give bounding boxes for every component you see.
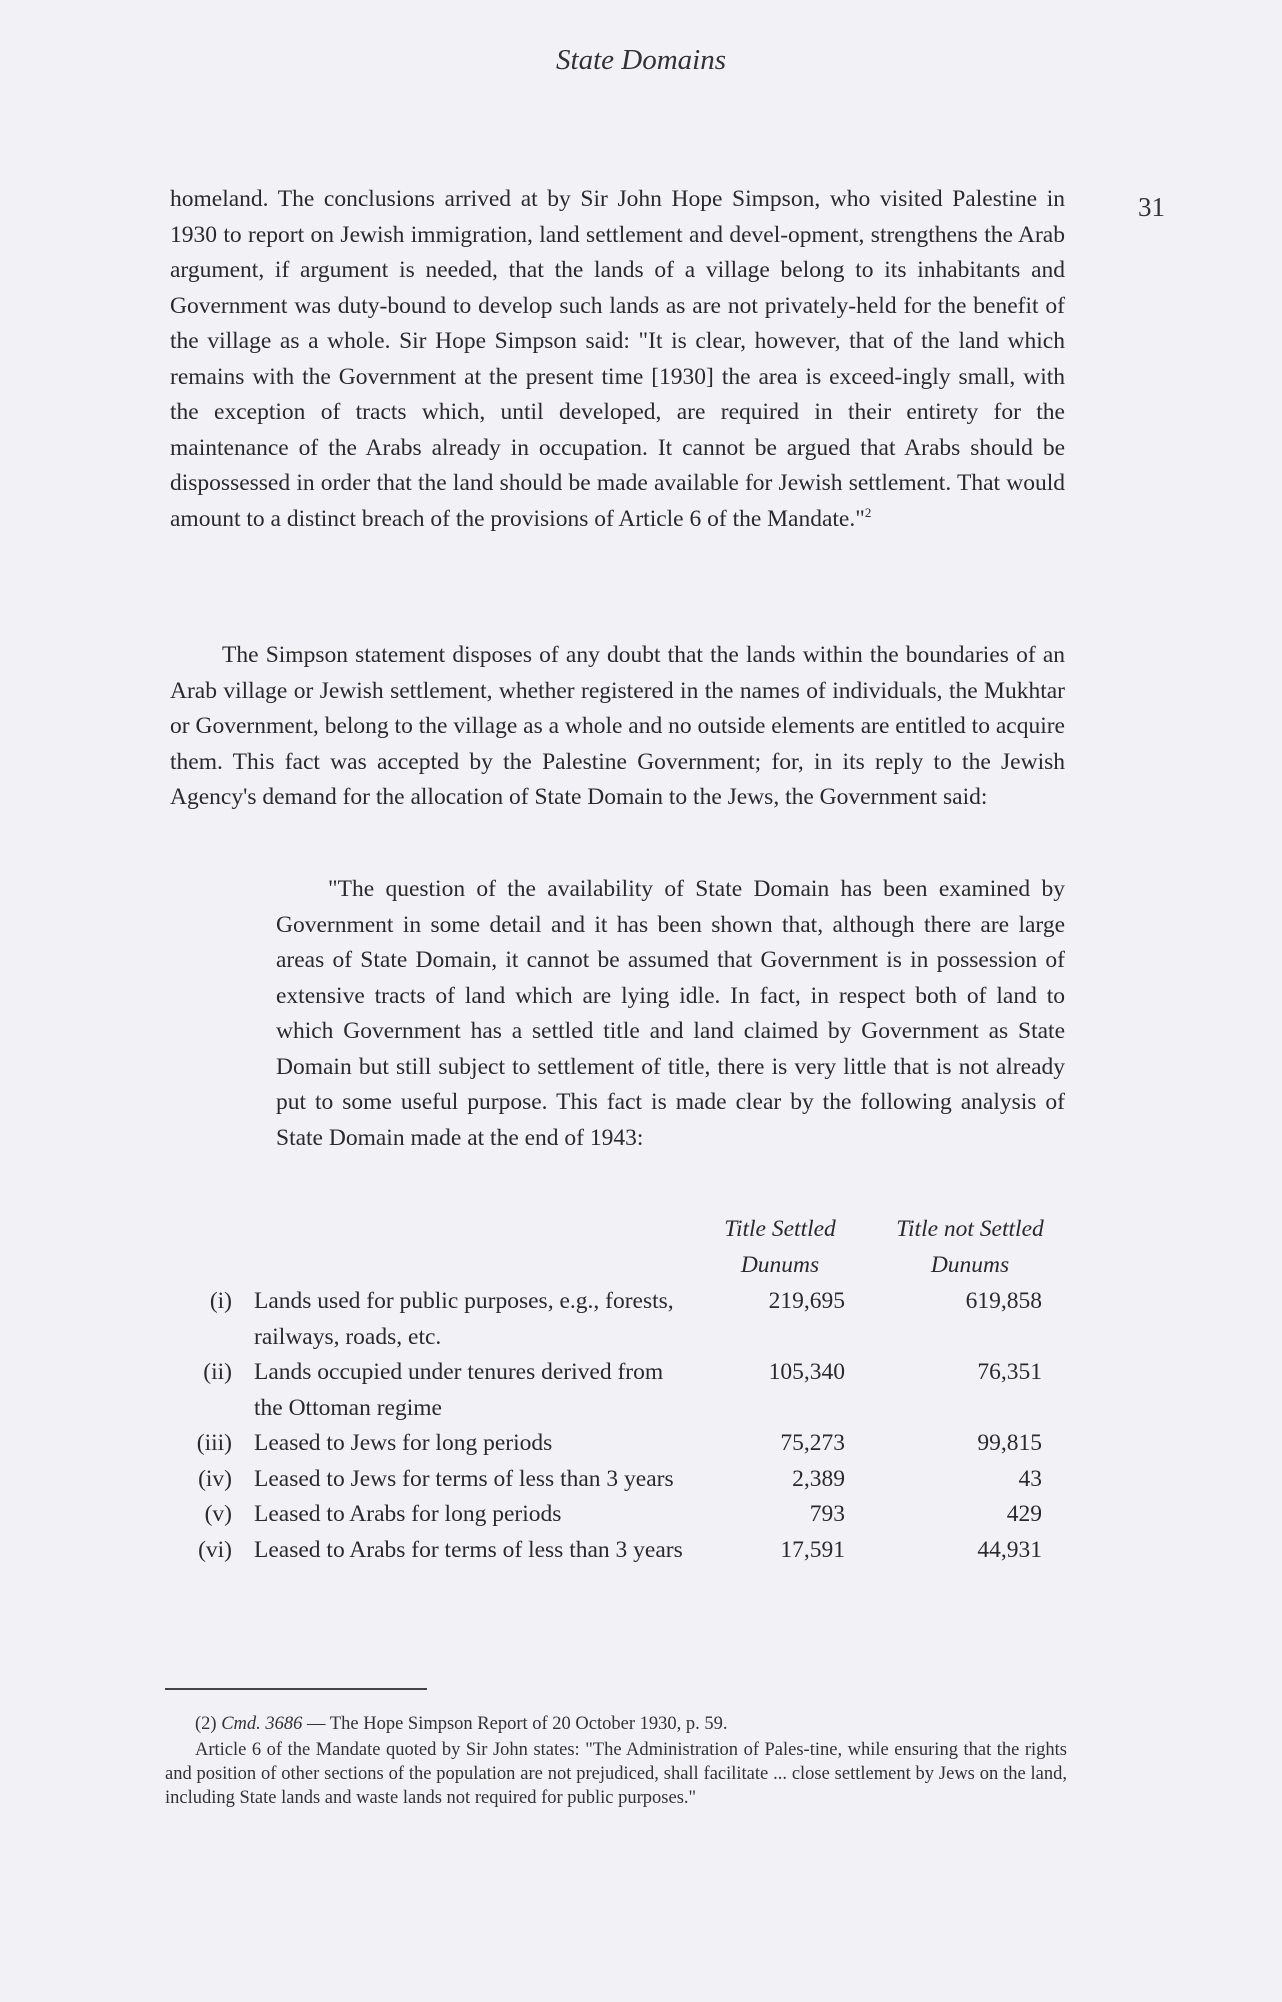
paragraph-2-text: The Simpson statement disposes of any doubt that the lands within the boundaries of an Arab village or Jewish settlement, whether registered in the names of individuals, the Mukhtar or Government, belong to the village as a whole and no outside elements are entitled to acquire them. This fact was accepted by the Palestine Government; for, in its reply to the Jewish Agency's demand for the allocation of State Domain to the Jews, the Government said: [170,642,1065,810]
table-row [180,1462,1080,1498]
paragraph-1 [170,182,1065,537]
row-value-settled: 17,591 [780,1536,845,1563]
footnote-source: Cmd. 3686 [221,1714,303,1734]
state-domain-table [180,1212,1080,1568]
table-row [180,1533,1080,1569]
row-value-settled: 105,340 [768,1359,845,1385]
footnote-citation: — The Hope Simpson Report of 20 October 1930, p. 59. [302,1714,728,1734]
column-unit: Dunums [740,1251,820,1278]
row-number: (iii) [196,1430,232,1456]
row-value-settled: 793 [809,1501,845,1527]
row-number: (v) [204,1501,232,1527]
footnotes [165,1712,1067,1810]
table-row [180,1284,1080,1355]
table-row [180,1426,1080,1462]
footnote-divider [165,1688,427,1690]
row-description: Lands occupied under tenures derived from the Ottoman regime [254,1359,664,1421]
row-number: (ii) [203,1359,232,1385]
column-title: Title Settled [724,1216,836,1242]
row-value-not-settled: 619,858 [965,1288,1042,1314]
row-description: Leased to Jews for terms of less than 3 years [254,1465,674,1492]
footnote-article-6: Article 6 of the Mandate quoted by Sir John states: "The Administration of Pales-tine, while ensuring that the rights and position of other sections of the population are not prejudiced, shall facilitate ... close settlement by Jews on the land, including State lands and waste lands not required for public purposes." [165,1740,1067,1808]
row-value-settled: 2,389 [792,1465,845,1492]
column-title: Title not Settled [896,1216,1044,1242]
row-number: (iv) [198,1465,232,1492]
paragraph-2 [170,638,1065,816]
row-value-settled: 75,273 [780,1430,845,1456]
table-row [180,1497,1080,1533]
footnote-number: (2) [195,1714,217,1734]
running-head: State Domains [556,44,726,76]
row-value-not-settled: 43 [1018,1465,1042,1492]
column-unit: Dunums [930,1251,1010,1278]
table-header [180,1212,1080,1284]
block-quote: "The question of the availability of State Domain has been examined by Government in some detail and it has been shown that, although there are large areas of State Domain, it cannot be assumed that Government is in possession of extensive tracts of land which are lying idle. In fact, in respect both of land to which Government has a settled title and land claimed by Government as State Domain but still subject to settlement of title, there is very little that is not already put to some useful purpose. This fact is made clear by the following analysis of State Domain made at the end of 1943: [276,876,1065,1151]
page-number: 31 [1138,192,1165,222]
row-value-settled: 219,695 [768,1288,845,1314]
footnote-2 [165,1712,1067,1736]
row-value-not-settled: 76,351 [977,1359,1042,1385]
footnote-reference: 2 [864,504,872,520]
column-header-title-settled [700,1212,860,1283]
table-row [180,1355,1080,1426]
row-description: Leased to Arabs for long periods [254,1501,562,1527]
row-description: Lands used for public purposes, e.g., forests, railways, roads, etc. [254,1288,674,1350]
row-value-not-settled: 99,815 [977,1430,1042,1456]
row-value-not-settled: 429 [1006,1501,1042,1527]
row-value-not-settled: 44,931 [977,1536,1042,1563]
row-number: (i) [209,1288,232,1314]
paragraph-1-text: homeland. The conclusions arrived at by Sir John Hope Simpson, who visited Palestine in 1930 to report on Jewish immigration, land settlement and devel-opment, strengthens the Arab argument, if argument is needed, that the lands of a village belong to its inhabitants and Government was duty-bound to develop such lands as are not privately-held for the benefit of the village as a whole. Sir Hope Simpson said: "It is clear, however, that of the land which remains with the Government at the present time [1930] the area is exceed-ingly small, with the exception of tracts which, until developed, are required in their entirety for the maintenance of the Arabs already in occupation. It cannot be argued that Arabs should be dispossessed in order that the land should be made available for Jewish settlement. That would amount to a distinct breach of the provisions of Article 6 of the Mandate." [170,186,1065,532]
column-header-title-not-settled [870,1212,1070,1283]
row-description: Leased to Jews for long periods [254,1430,553,1456]
row-description: Leased to Arabs for terms of less than 3 years [254,1536,683,1563]
row-number: (vi) [198,1536,232,1563]
